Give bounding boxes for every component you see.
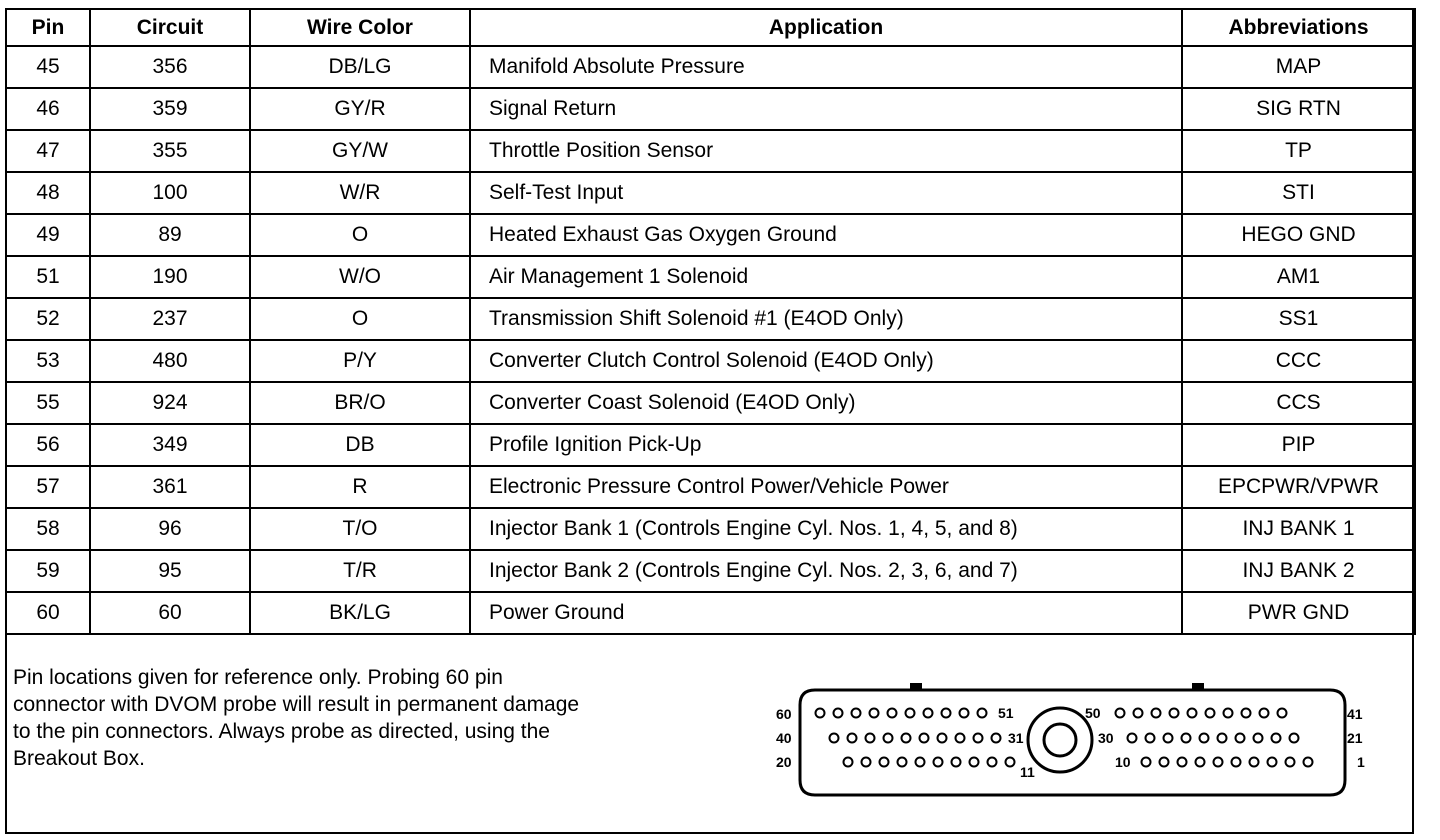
table-header-row xyxy=(6,9,1415,46)
wire-color-cell: DB/LG xyxy=(250,46,470,88)
header-abbreviations: Abbreviations xyxy=(1182,9,1415,46)
circuit-cell: 190 xyxy=(90,256,250,298)
circuit-cell: 924 xyxy=(90,382,250,424)
header-pin: Pin xyxy=(6,9,90,46)
wire-color-cell: W/O xyxy=(250,256,470,298)
connector-pin xyxy=(816,709,825,718)
header-circuit: Circuit xyxy=(90,9,250,46)
label-pin-11: 11 xyxy=(1020,764,1035,780)
pin-cell: 48 xyxy=(6,172,90,214)
connector-pin xyxy=(1218,734,1227,743)
table-row xyxy=(6,508,1415,550)
connector-pin xyxy=(924,709,933,718)
abbreviation-cell: PIP xyxy=(1182,424,1415,466)
pin-table xyxy=(5,8,1416,635)
table-row xyxy=(6,382,1415,424)
header-application: Application xyxy=(470,9,1182,46)
wire-color-cell: GY/W xyxy=(250,130,470,172)
pin-cell: 47 xyxy=(6,130,90,172)
wire-color-cell: BR/O xyxy=(250,382,470,424)
label-pin-40: 40 xyxy=(776,730,792,746)
connector-pin xyxy=(1178,758,1187,767)
abbreviation-cell: HEGO GND xyxy=(1182,214,1415,256)
table-row xyxy=(6,298,1415,340)
pin-cell: 55 xyxy=(6,382,90,424)
pin-cell: 58 xyxy=(6,508,90,550)
table-row xyxy=(6,88,1415,130)
connector-pin xyxy=(848,734,857,743)
wire-color-cell: T/R xyxy=(250,550,470,592)
connector-center-ring xyxy=(1028,708,1092,772)
label-pin-60: 60 xyxy=(776,706,792,722)
circuit-cell: 480 xyxy=(90,340,250,382)
label-pin-1: 1 xyxy=(1357,754,1365,770)
connector-pin xyxy=(1290,734,1299,743)
label-pin-51: 51 xyxy=(998,705,1014,721)
abbreviation-cell: CCC xyxy=(1182,340,1415,382)
connector-pin xyxy=(1254,734,1263,743)
connector-pin xyxy=(870,709,879,718)
table-row xyxy=(6,466,1415,508)
connector-pin xyxy=(942,709,951,718)
wire-color-cell: BK/LG xyxy=(250,592,470,634)
label-pin-50: 50 xyxy=(1085,705,1101,721)
application-cell: Converter Clutch Control Solenoid (E4OD Only) xyxy=(470,340,1182,382)
application-cell: Power Ground xyxy=(470,592,1182,634)
connector-diagram xyxy=(770,680,1370,800)
abbreviation-cell: STI xyxy=(1182,172,1415,214)
connector-pin xyxy=(1196,758,1205,767)
connector-key-right xyxy=(1192,683,1204,691)
table-row xyxy=(6,424,1415,466)
pin-cell: 57 xyxy=(6,466,90,508)
connector-pin xyxy=(1200,734,1209,743)
application-cell: Electronic Pressure Control Power/Vehicle Power xyxy=(470,466,1182,508)
pin-cell: 52 xyxy=(6,298,90,340)
note-line: Breakout Box. xyxy=(13,747,145,770)
connector-pin xyxy=(884,734,893,743)
note-line: Pin locations given for reference only. Probing 60 pin xyxy=(13,666,503,689)
label-pin-31: 31 xyxy=(1008,730,1024,746)
application-cell: Manifold Absolute Pressure xyxy=(470,46,1182,88)
connector-pin xyxy=(1224,709,1233,718)
pin-cell: 45 xyxy=(6,46,90,88)
connector-pin xyxy=(1152,709,1161,718)
connector-pin xyxy=(880,758,889,767)
pin-cell: 56 xyxy=(6,424,90,466)
circuit-cell: 356 xyxy=(90,46,250,88)
connector-pin xyxy=(888,709,897,718)
circuit-cell: 349 xyxy=(90,424,250,466)
connector-pin xyxy=(1272,734,1281,743)
connector-pin xyxy=(862,758,871,767)
table-row xyxy=(6,214,1415,256)
wire-color-cell: T/O xyxy=(250,508,470,550)
application-cell: Air Management 1 Solenoid xyxy=(470,256,1182,298)
circuit-cell: 95 xyxy=(90,550,250,592)
connector-pin xyxy=(934,758,943,767)
connector-pin xyxy=(844,758,853,767)
label-pin-20: 20 xyxy=(776,754,792,770)
connector-pin xyxy=(1268,758,1277,767)
wire-color-cell: DB xyxy=(250,424,470,466)
circuit-cell: 60 xyxy=(90,592,250,634)
connector-pin xyxy=(1146,734,1155,743)
connector-pin xyxy=(938,734,947,743)
header-wire-color: Wire Color xyxy=(250,9,470,46)
circuit-cell: 237 xyxy=(90,298,250,340)
connector-pin xyxy=(1232,758,1241,767)
abbreviation-cell: TP xyxy=(1182,130,1415,172)
application-cell: Signal Return xyxy=(470,88,1182,130)
note-line: connector with DVOM probe will result in permanent damage xyxy=(13,693,580,716)
connector-pin xyxy=(978,709,987,718)
table-row xyxy=(6,256,1415,298)
circuit-cell: 96 xyxy=(90,508,250,550)
abbreviation-cell: SS1 xyxy=(1182,298,1415,340)
abbreviation-cell: MAP xyxy=(1182,46,1415,88)
connector-pin xyxy=(1214,758,1223,767)
pin-cell: 49 xyxy=(6,214,90,256)
application-cell: Transmission Shift Solenoid #1 (E4OD Only) xyxy=(470,298,1182,340)
abbreviation-cell: SIG RTN xyxy=(1182,88,1415,130)
connector-pin xyxy=(988,758,997,767)
connector-pin xyxy=(1164,734,1173,743)
application-cell: Injector Bank 2 (Controls Engine Cyl. Nos. 2, 3, 6, and 7) xyxy=(470,550,1182,592)
connector-pin xyxy=(1188,709,1197,718)
abbreviation-cell: CCS xyxy=(1182,382,1415,424)
connector-pin xyxy=(902,734,911,743)
connector-center-post xyxy=(1044,724,1076,756)
connector-pin xyxy=(1160,758,1169,767)
connector-pin xyxy=(1182,734,1191,743)
connector-pin xyxy=(866,734,875,743)
abbreviation-cell: AM1 xyxy=(1182,256,1415,298)
wire-color-cell: O xyxy=(250,214,470,256)
application-cell: Self-Test Input xyxy=(470,172,1182,214)
abbreviation-cell: PWR GND xyxy=(1182,592,1415,634)
wire-color-cell: P/Y xyxy=(250,340,470,382)
connector-pin xyxy=(1128,734,1137,743)
connector-pin xyxy=(1286,758,1295,767)
application-cell: Profile Ignition Pick-Up xyxy=(470,424,1182,466)
connector-pin xyxy=(1006,758,1015,767)
pin-cell: 46 xyxy=(6,88,90,130)
connector-pin xyxy=(898,758,907,767)
connector-pin xyxy=(852,709,861,718)
probe-warning-note xyxy=(13,664,753,772)
table-row xyxy=(6,130,1415,172)
pin-cell: 51 xyxy=(6,256,90,298)
connector-pin xyxy=(970,758,979,767)
table-row xyxy=(6,592,1415,634)
connector-pin xyxy=(834,709,843,718)
circuit-cell: 100 xyxy=(90,172,250,214)
abbreviation-cell: INJ BANK 1 xyxy=(1182,508,1415,550)
connector-pin xyxy=(916,758,925,767)
connector-pin xyxy=(920,734,929,743)
connector-pin xyxy=(1142,758,1151,767)
label-pin-21: 21 xyxy=(1347,730,1363,746)
connector-pin xyxy=(1260,709,1269,718)
connector-key-left xyxy=(910,683,922,691)
circuit-cell: 89 xyxy=(90,214,250,256)
pin-cell: 60 xyxy=(6,592,90,634)
label-pin-10: 10 xyxy=(1115,754,1131,770)
note-line: to the pin connectors. Always probe as directed, using the xyxy=(13,720,550,743)
connector-outline xyxy=(800,690,1345,795)
connector-pin xyxy=(1116,709,1125,718)
connector-pin xyxy=(1170,709,1179,718)
label-pin-30: 30 xyxy=(1098,730,1114,746)
wire-color-cell: R xyxy=(250,466,470,508)
circuit-cell: 359 xyxy=(90,88,250,130)
wire-color-cell: O xyxy=(250,298,470,340)
connector-pin xyxy=(1278,709,1287,718)
connector-pin xyxy=(956,734,965,743)
pin-cell: 53 xyxy=(6,340,90,382)
circuit-cell: 355 xyxy=(90,130,250,172)
circuit-cell: 361 xyxy=(90,466,250,508)
label-pin-41: 41 xyxy=(1347,706,1363,722)
connector-pin xyxy=(1250,758,1259,767)
abbreviation-cell: INJ BANK 2 xyxy=(1182,550,1415,592)
connector-pin xyxy=(1236,734,1245,743)
connector-pin xyxy=(1304,758,1313,767)
table-row xyxy=(6,550,1415,592)
table-row xyxy=(6,340,1415,382)
connector-pin xyxy=(1206,709,1215,718)
application-cell: Converter Coast Solenoid (E4OD Only) xyxy=(470,382,1182,424)
connector-pin xyxy=(906,709,915,718)
connector-pin xyxy=(1134,709,1143,718)
connector-pin xyxy=(960,709,969,718)
connector-pin xyxy=(992,734,1001,743)
connector-pin xyxy=(1242,709,1251,718)
wire-color-cell: W/R xyxy=(250,172,470,214)
wire-color-cell: GY/R xyxy=(250,88,470,130)
connector-pin xyxy=(830,734,839,743)
abbreviation-cell: EPCPWR/VPWR xyxy=(1182,466,1415,508)
application-cell: Throttle Position Sensor xyxy=(470,130,1182,172)
connector-pin xyxy=(974,734,983,743)
application-cell: Heated Exhaust Gas Oxygen Ground xyxy=(470,214,1182,256)
table-row xyxy=(6,46,1415,88)
connector-pin xyxy=(952,758,961,767)
table-row xyxy=(6,172,1415,214)
pin-cell: 59 xyxy=(6,550,90,592)
application-cell: Injector Bank 1 (Controls Engine Cyl. Nos. 1, 4, 5, and 8) xyxy=(470,508,1182,550)
